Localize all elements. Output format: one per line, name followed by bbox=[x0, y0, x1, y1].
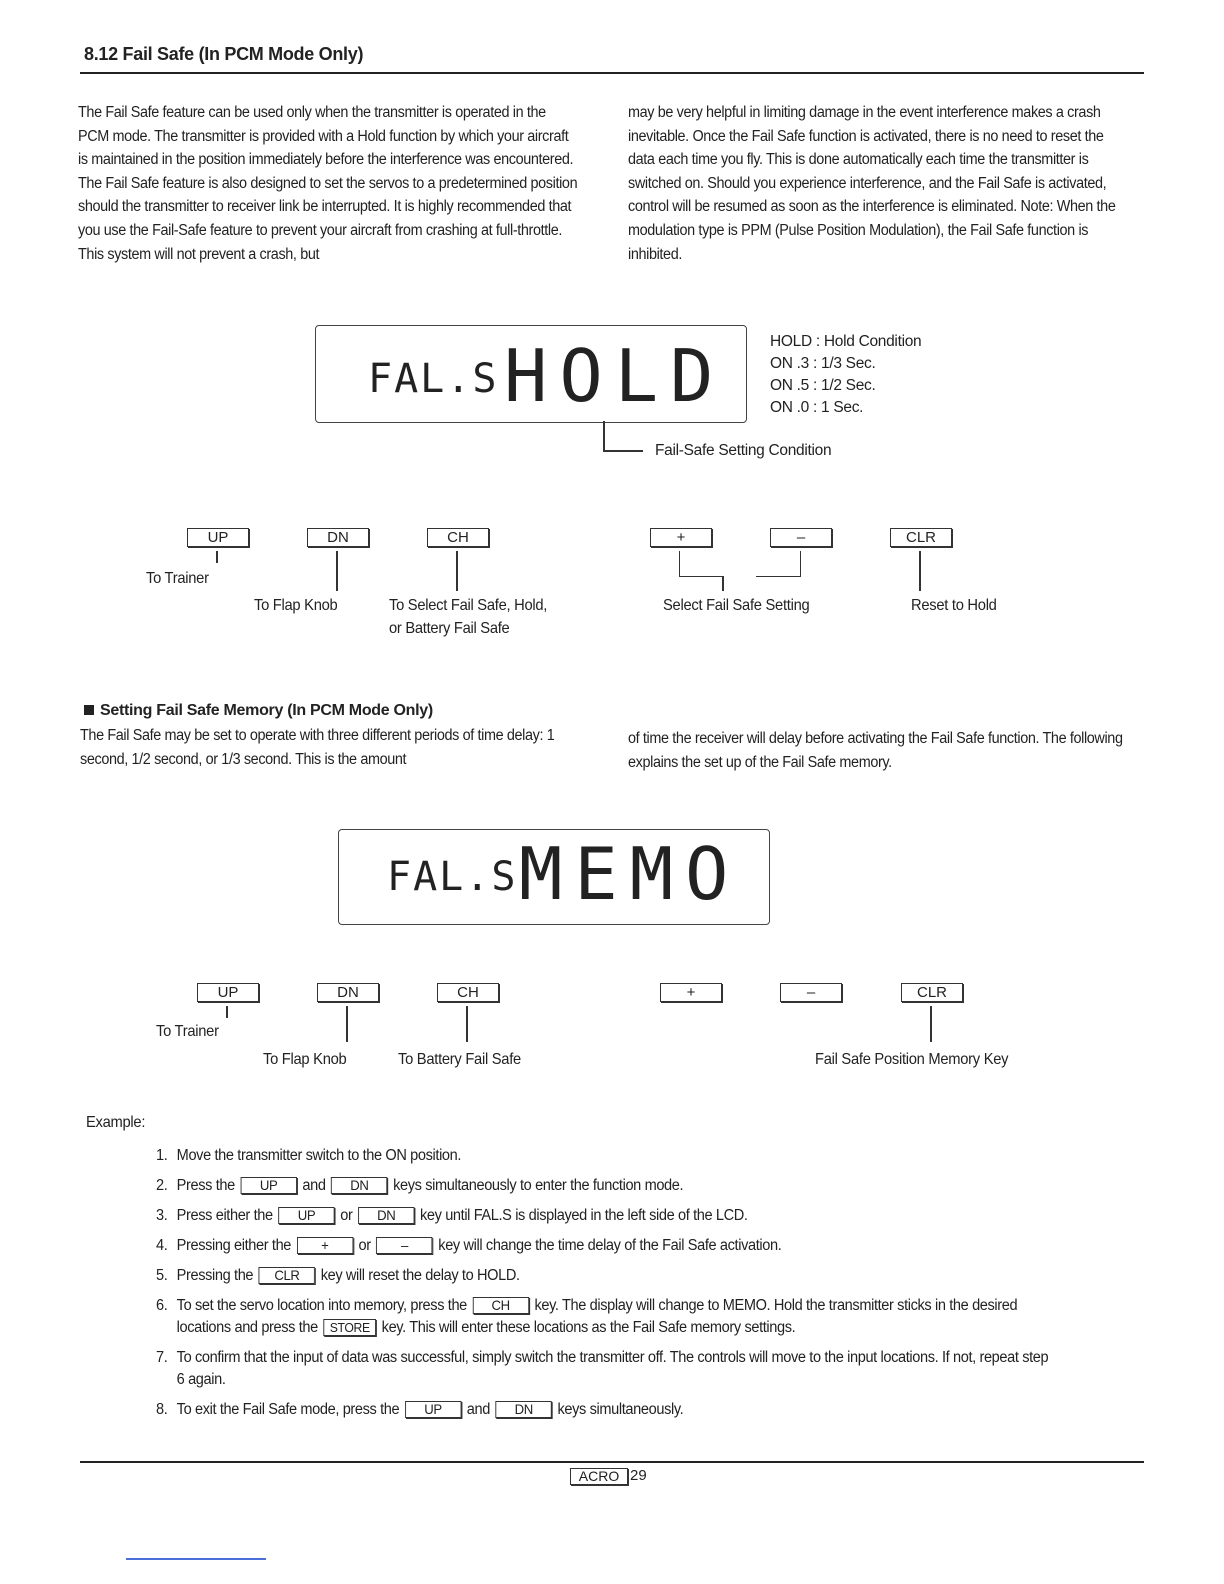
step-text: key. The display will change to MEMO. Hold the transmitter sticks in the desired locations and press the bbox=[176, 1297, 1018, 1336]
intro-left-column: The Fail Safe feature can be used only when the transmitter is operated in the PCM mode. The transmitter is provided with a Hold function by which your aircraft is maintained in the position immediately before the interference was encountered. The Fail Safe feature is also designed to set the servos to a predetermined position should the transmitter to receiver link be interrupted. It is highly recommended that you use the Fail-Safe feature to prevent your aircraft from crashing at full-throttle. This system will not prevent a crash, but bbox=[78, 104, 578, 263]
lcd-small-text: FAL.S bbox=[368, 356, 499, 402]
bullet-square-icon bbox=[84, 705, 94, 715]
connector-line bbox=[930, 1006, 932, 1042]
ch-key: CH bbox=[437, 983, 499, 1002]
legend-line: ON .0 : 1 Sec. bbox=[770, 399, 864, 416]
legend-line: ON .3 : 1/3 Sec. bbox=[770, 355, 876, 372]
legend-line: ON .5 : 1/2 Sec. bbox=[770, 377, 876, 394]
step-text: Press either the bbox=[176, 1207, 273, 1224]
step-text: or bbox=[340, 1207, 353, 1224]
example-steps bbox=[156, 1145, 1116, 1429]
intro-right-column: may be very helpful in limiting damage in the event interference makes a crash inevitable. Once the Fail Safe function is activated, there is no need to reset the data each time you fly. This is done automatically each time the transmitter is switched on. Should you experience interference, and the Fail Safe is activated, control will be resumed as soon as the interference is eliminated. Note: When the modulation type is PPM (Pulse Position Modulation), the Fail Safe function is inhibited. bbox=[628, 104, 1116, 263]
step-number: 8. bbox=[156, 1401, 168, 1418]
step-text: and bbox=[466, 1401, 490, 1418]
up-key-inline: UP bbox=[405, 1401, 461, 1418]
step-text: key will reset the delay to HOLD. bbox=[320, 1267, 520, 1284]
setting-pointer-arm bbox=[603, 450, 643, 452]
connector-line bbox=[346, 1006, 348, 1042]
reset-hold-label: Reset to Hold bbox=[911, 597, 997, 614]
blue-underline-mark bbox=[126, 1558, 266, 1560]
to-flap-label: To Flap Knob bbox=[263, 1051, 347, 1068]
step-number: 3. bbox=[156, 1207, 168, 1224]
select-setting-label: Select Fail Safe Setting bbox=[663, 597, 810, 614]
minus-key-inline: – bbox=[376, 1237, 432, 1254]
lcd-big-text: HOLD bbox=[504, 334, 726, 418]
minus-key: – bbox=[780, 983, 842, 1002]
connector-line bbox=[336, 551, 338, 591]
lcd-small-text: FAL.S bbox=[387, 854, 518, 900]
step-2 bbox=[156, 1175, 1058, 1197]
step-number: 5. bbox=[156, 1267, 168, 1284]
plus-key: + bbox=[660, 983, 722, 1002]
step-text: or bbox=[358, 1237, 371, 1254]
clr-key-inline: CLR bbox=[259, 1267, 315, 1284]
hold-legend bbox=[770, 331, 921, 419]
plus-key: + bbox=[650, 528, 712, 547]
acro-badge: ACRO bbox=[570, 1468, 628, 1485]
ch-key: CH bbox=[427, 528, 489, 547]
connector-minus bbox=[756, 551, 801, 577]
dn-key: DN bbox=[307, 528, 369, 547]
up-key-inline: UP bbox=[240, 1177, 296, 1194]
plus-key-inline: + bbox=[297, 1237, 353, 1254]
step-text: keys simultaneously to enter the function mode. bbox=[393, 1177, 684, 1194]
dn-key-inline: DN bbox=[331, 1177, 387, 1194]
step-text: Move the transmitter switch to the ON position. bbox=[176, 1147, 462, 1164]
dn-key-inline: DN bbox=[358, 1207, 414, 1224]
clr-key: CLR bbox=[901, 983, 963, 1002]
setting-condition-label: Fail-Safe Setting Condition bbox=[655, 442, 832, 459]
footer-rule bbox=[80, 1461, 1144, 1463]
step-number: 2. bbox=[156, 1177, 168, 1194]
ch-key-inline: CH bbox=[472, 1297, 528, 1314]
step-number: 7. bbox=[156, 1349, 168, 1366]
connector-line bbox=[919, 551, 921, 591]
to-trainer-label: To Trainer bbox=[146, 570, 209, 587]
step-8 bbox=[156, 1399, 1058, 1421]
step-text: Pressing the bbox=[176, 1267, 254, 1284]
step-number: 6. bbox=[156, 1297, 168, 1314]
step-6 bbox=[156, 1295, 1058, 1339]
step-number: 1. bbox=[156, 1147, 168, 1164]
example-label: Example: bbox=[86, 1114, 146, 1131]
clr-key: CLR bbox=[890, 528, 952, 547]
up-key: UP bbox=[197, 983, 259, 1002]
lcd-big-text: MEMO bbox=[519, 832, 741, 916]
connector-line bbox=[722, 576, 724, 591]
up-key: UP bbox=[187, 528, 249, 547]
section-title: 8.12 Fail Safe (In PCM Mode Only) bbox=[84, 44, 364, 64]
step-text: To confirm that the input of data was successful, simply switch the transmitter off. The controls will move to the input locations. If not, repeat step 6 again. bbox=[176, 1349, 1049, 1388]
step-text: keys simultaneously. bbox=[557, 1401, 684, 1418]
step-text: and bbox=[302, 1177, 326, 1194]
minus-key: – bbox=[770, 528, 832, 547]
step-text: key until FAL.S is displayed in the left side of the LCD. bbox=[419, 1207, 748, 1224]
dn-key-inline: DN bbox=[496, 1401, 552, 1418]
memory-right-column: of time the receiver will delay before activating the Fail Safe function. The following explains the set up of the Fail Safe memory. bbox=[628, 730, 1123, 771]
step-text: To exit the Fail Safe mode, press the bbox=[176, 1401, 400, 1418]
step-7 bbox=[156, 1347, 1058, 1391]
lcd-display-hold bbox=[315, 325, 747, 423]
position-memory-label: Fail Safe Position Memory Key bbox=[815, 1051, 1009, 1068]
step-text: key. This will enter these locations as the Fail Safe memory settings. bbox=[381, 1319, 796, 1336]
connector-line bbox=[466, 1006, 468, 1042]
step-4 bbox=[156, 1235, 1058, 1257]
step-text: key will change the time delay of the Fail Safe activation. bbox=[438, 1237, 782, 1254]
to-trainer-label: To Trainer bbox=[156, 1023, 219, 1040]
connector-plus bbox=[679, 551, 724, 577]
page-number: 29 bbox=[630, 1467, 647, 1484]
up-key-inline: UP bbox=[278, 1207, 334, 1224]
connector-line bbox=[216, 551, 218, 563]
connector-line bbox=[226, 1006, 228, 1018]
step-text: To set the servo location into memory, press the bbox=[176, 1297, 467, 1314]
store-key-inline: STORE bbox=[323, 1319, 376, 1336]
step-5 bbox=[156, 1265, 1058, 1287]
to-select-label-2: or Battery Fail Safe bbox=[389, 620, 510, 637]
step-text: Pressing either the bbox=[176, 1237, 292, 1254]
dn-key: DN bbox=[317, 983, 379, 1002]
lcd-display-memo bbox=[338, 829, 770, 925]
to-select-label-1: To Select Fail Safe, Hold, bbox=[389, 597, 548, 614]
memory-left-column: The Fail Safe may be set to operate with three different periods of time delay: 1 second, 1/2 second, or 1/3 second. This is the amount bbox=[80, 727, 555, 768]
to-battery-label: To Battery Fail Safe bbox=[398, 1051, 521, 1068]
setting-pointer-line bbox=[603, 421, 605, 451]
title-rule bbox=[80, 72, 1144, 74]
step-number: 4. bbox=[156, 1237, 168, 1254]
step-text: Press the bbox=[176, 1177, 235, 1194]
to-flap-label: To Flap Knob bbox=[254, 597, 338, 614]
step-3 bbox=[156, 1205, 1058, 1227]
legend-line: HOLD : Hold Condition bbox=[770, 333, 922, 350]
footer bbox=[568, 1467, 647, 1485]
step-1 bbox=[156, 1145, 1058, 1167]
memory-heading-text: Setting Fail Safe Memory (In PCM Mode Only) bbox=[100, 702, 433, 719]
memory-heading bbox=[84, 702, 433, 720]
connector-line bbox=[456, 551, 458, 591]
